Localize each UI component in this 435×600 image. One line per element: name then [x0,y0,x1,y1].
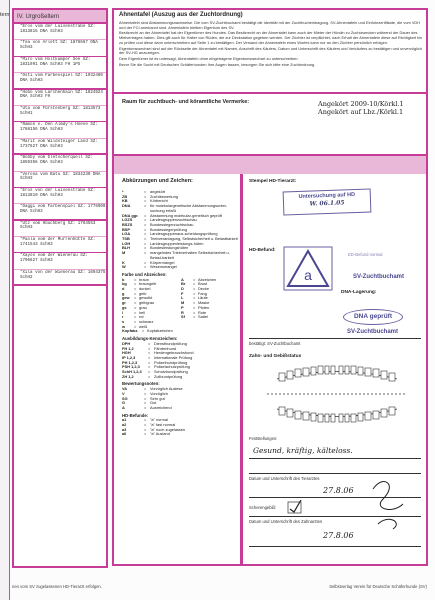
hd-row: a2 = "a" fast normal [122,422,176,428]
hd-row: a3 = "a" noch zugelassen [122,426,186,432]
farbe-row: s = schwarz [122,318,154,324]
left-strip-text: tern [0,12,10,18]
ancestor-cell: *Hobo vom Lärchenhain SZ: 1824924 DNA SchH3 FH [14,90,106,106]
feststellungen-label: Feststellungen: [249,436,278,441]
ancestor-cell: *Paola vom der Murrenhütte SZ: 1741543 SchH3 [14,237,106,253]
ausb-row: ZH 1,2 = Zollhundprüfung [122,373,183,379]
abbr-row: * = angekört [122,189,166,194]
abbr-row: ZB = Zuchtbewertung [122,193,178,199]
datum-zahnarzt-label: Datum und Unterschrift des Zahnarztes [249,519,323,524]
farbe-row: r = rot Sf = Sattel [122,314,208,320]
zahn-label: Zahn- und Gebißstatus [249,354,302,359]
teeth-diagram [257,364,417,424]
bew-row: G = Gut [122,400,157,406]
ancestor-cell: *Eros vom der Luisenstraße SZ: 1813815 DNA SchH3 [14,24,106,40]
ancestor-header: IV. Urgroßeltern [14,10,106,24]
ancestor-cell: *Tea von Arlett SZ: 1876667 DNA SchH3 [14,40,106,56]
ausb-row: PH 1,2,3 = Polizeihundprüfung [122,359,188,365]
ausb-row: SchH 1,2,3 = Schutzhundprüfung [122,369,188,375]
ahnentafel-paragraph: Eigentumswechsel sind auf der Rückseite der Ahnentafel mit Namen, Anschrift des Käufers, Datum und Unterschrift des Käufers und Verkäufers zu bestätigen und unverzüglich der SV-HG anzuzeigen. [119,45,422,56]
farbe-row: Kopfabz. = Kopfabzeichen [122,328,173,334]
bew-row: SG = Sehr gut [122,395,165,401]
vermerke-line: Angekört 2009-10/Körkl.1 [318,100,404,108]
ahnentafel-title: Ahnentafel (Auszug aus der Zuchtordnung) [119,12,243,18]
ausb-row: DPH = Diensthundprüfung [122,340,187,346]
abbr-row: DNA = für molekulargenetische Abstammungsunter-suchung erfaßt [122,203,228,213]
scheren-checkbox [287,500,305,516]
abbr-row: BSP = Bundessiegerprüfung [122,226,187,232]
bew-row: V = Vorzüglich [122,390,168,396]
farbe-title: Farbe und Abzeichen: [122,271,167,277]
ahnentafel-box [112,8,428,94]
hd-exam-stamp: Untersuchung auf HD W. 06.1.05 [283,188,372,215]
ahnentafel-paragraph: Besitzrecht an der Ahnentafel hat der Eigentümer des Hundes. Das Besitzrecht an der Ahnentafel kann auch der Mieter der Hündin zu Zuchtzwecken während der Dauer des Mietvertrages haben. Dies gilt auch für Halter von Rüden, die zur Deckstation gegeben werden. Der Züchter ist verpflichtet, nach Erhalt der Ahnentafeln diese auf Richtigkeit hin zu prüfen und diese dann unterschrieben auf Seite 1 zu bestätigen. Der Versand der Ahnentafeln eines Wurfes kann nur an den Züchter persönlich erfolgen. [119,30,423,45]
ausb-row: PSH 1,2,3 = Polizeischutzprüfung [122,364,190,370]
vermerke-label: Raum für zuchtbuch- und köramtliche Vermerke: [122,99,250,105]
abbr-row: BLH = Bundesleistungshüten [122,245,189,251]
abbr-row: BSZS = Bundessiegerzuchtschau [122,221,194,227]
divider-line [249,546,421,547]
ahnentafel-paragraph: Ahnentafeln sind Abstammungsnachweise. Die vom SV-Zuchtbuchamt bestätigt die Identität mit der Zuchtbucheintragung. SV-Ahnentafeln und Einfuhrzertifikate, die vom VDH und der FCI anerkannt sind. Ahnentafeln bleiben Eigentum des SV. [119,20,421,30]
divider-line [249,338,421,339]
ed-befund-text: ED-Befund normal [348,252,383,257]
abbr-row: M = mangelndes Triebverhalten Selbstsicherheit u. Belast-barkeit [122,250,230,260]
farbe-row: gs = grau P = Pfoten [122,304,210,310]
ancestor-cell: *Osti vom Farbenspiel SZ: 1932480 DNA SchH3 [14,73,106,89]
certification-column [242,174,428,566]
left-strip [0,0,10,600]
ancestor-list [14,24,106,286]
farbe-row: w = weiß [122,323,148,329]
dna-lagerung-label: DNA-Lagerung: [341,290,377,295]
ancestor-cell: *Bobby vom Gletscherquell SZ: 1859356 DNA SchH3 [14,155,106,171]
hd-title: HD-Befunde: [122,412,149,418]
schere-label: Scherengebiß: [249,505,277,510]
footer-right-text: Selbstverlag Verein für Deutsche Schäferhunde (SV) [329,584,427,589]
sv-zuchtbuchamt-label-2: SV-Zuchtbuchamt [347,329,399,335]
divider-line [249,458,421,459]
abbreviations-list [122,190,240,437]
ancestor-column [12,8,108,568]
sv-zuchtbuchamt-label: SV-Zuchtbuchamt [353,274,405,280]
ancestor-cell: *Xila von der Wienerau SZ: 1694375 SchH2 [14,270,106,286]
feststellungen-text: Gesund, kräftig, kälteloss. [253,446,353,455]
farbe-row: b = braun A = Abzeichen [122,276,217,282]
date-zahnarzt: 27.8.06 [323,531,354,540]
abbr-row: K = Körpermangel [122,259,175,265]
abbr-row: LGH = Landesgruppenleistungs-hüten [122,240,204,246]
bewertung-title: Bewertungsnoten: [122,381,160,387]
datum-tierarzt-label: Datum und Unterschrift des Tierarztes [249,476,320,481]
stempel-label: Stempel HD-Tierarzt: [249,179,297,184]
ancestor-cell: *Xayos vom der Wienerau SZ: 1796627 SchH3 [14,253,106,269]
sv-triangle-logo [283,246,333,291]
ausb-row: FH 1,2 = Fährtenhund [122,345,177,351]
abbr-row: DNA ggr. = Abstammung molekular-genetisch geprüft [122,212,223,218]
date-tierarzt: 27.8.06 [323,486,354,495]
svg-text:a: a [304,267,312,283]
hd-row: a1 = "a" normal [122,417,168,423]
farbe-row: bg = braungelb Br = Brust [122,281,208,287]
ancestor-cell: *Eros von der Luisenstraße SZ: 1813810 DNA SchH3 [14,188,106,204]
vermerke-line: Angekört auf Lbz./Körkl.1 [318,108,404,116]
divider-band [112,156,428,174]
hd-befund-label: HD-Befund: [249,248,276,253]
ancestor-cell: *Miro vom Holtkämper See SZ: 1831991 DNA SchH3 FH 1PS [14,57,106,73]
abbreviations-title: Abkürzungen und Zeichen: [122,178,193,184]
abbr-row: KB = Körbericht [122,198,168,204]
ancestor-cell: *Daggi vom Farbenspiel SZ: 1776909 DNA SchH3 [14,204,106,220]
ausb-row: IP 1,2,3 = Internationale Prüfung [122,354,193,360]
ancestor-cell: *Ramon v. Den Almdy's Hoeve SZ: 1788156 DNA SchH3 [14,122,106,138]
vermerke-box [112,94,428,156]
ancestor-cell: *Uta vom Fürstenberg SZ: 1813573 SchH1 [14,106,106,122]
ahnentafel-paragraph: Bevor Sie die Sucht mit Deutschen Schäferhunden Ihre Augen fassen, besorgen Sie sich bitte eine Zuchtordnung. [119,61,316,67]
footer-left-text: nen vom SV zugelassenen HD-Tierarzt erfolgen. [12,584,102,589]
dna-verified-stamp: DNA geprüft [343,309,403,325]
signature [363,474,413,534]
ancestor-cell: *Verona vom Batu SZ: 1834230 DNA SchH3 [14,172,106,188]
bew-row: A = Ausreichend [122,404,172,410]
ahnentafel-paragraph: Dem Eigentümer ist es untersagt, Ahnentafeln ohne eingetragene Eigentumswechsel zu unterschreiben. [119,55,299,61]
vermerke-text [318,100,404,116]
ancestor-cell: *Marit vom Wildsteiger Land SZ: 1737627 DNA SchH3 [14,139,106,155]
bew-row: VA = Vorzüglich Auslese [122,386,183,392]
farbe-row: d = dunkel D = Decke [122,286,210,292]
abbr-row: TSB = Triebveranlagung, Selbstsicherheit u. Belastbarkeit [122,236,238,242]
bestaetigt-label: bestätigt: SV-Zuchtbuchamt [249,341,301,346]
farbe-row: g = gelb F = Fang [122,290,207,296]
farbe-row: l = hell R = Rute [122,309,207,315]
abbreviations-box [112,174,242,566]
abbr-row: LGA = Landesgruppenaus-scheidungsprüfung [122,231,218,237]
ausb-row: HGH = Herdengebrauchshund [122,350,194,356]
hd-row: a6 = "a" Ausland [122,431,170,437]
ausbildung-title: Ausbildungs-Kennzeichen: [122,336,178,342]
ahnentafel-text [119,21,423,68]
abbr-row: W = Wesensmangel [122,264,177,270]
farbe-row: gew = gewolkt L = Läufe [122,295,208,301]
farbe-row: gr = gelbgrau M = Maske [122,300,210,306]
abbr-row: LGZS = Landesgruppenzuchtschau [122,217,197,223]
ancestor-cell: *Utz vom Hüuchberg SZ: 1764553 SchH3 [14,221,106,237]
